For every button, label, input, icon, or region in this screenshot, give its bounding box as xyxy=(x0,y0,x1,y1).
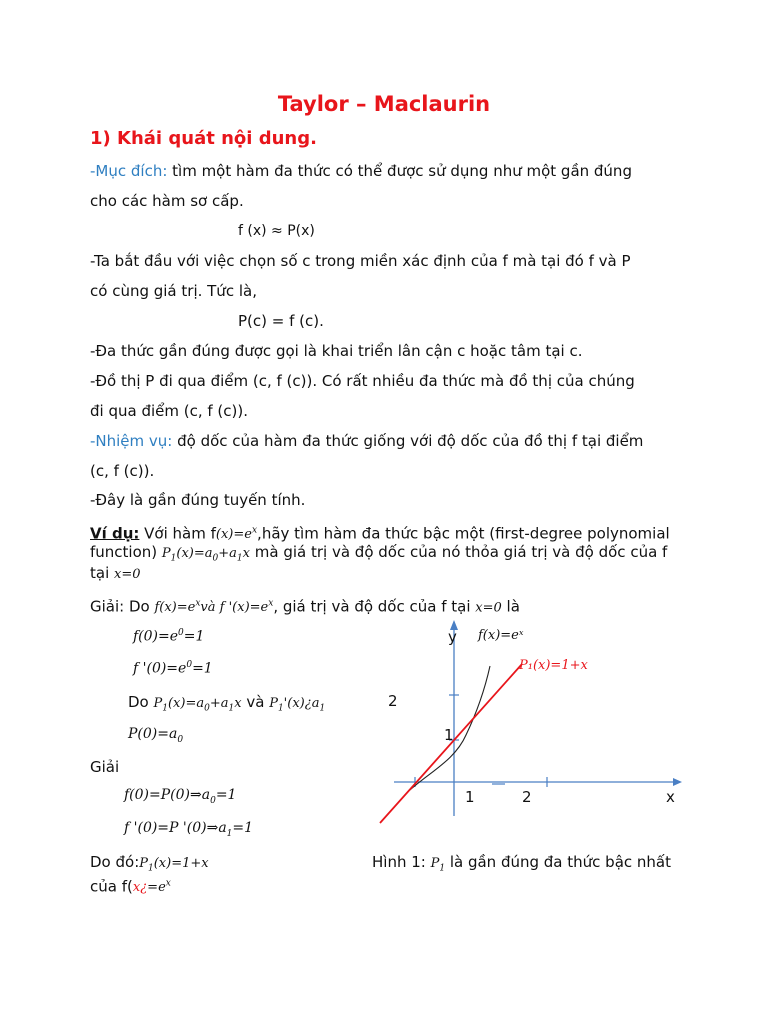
task-label: -Nhiệm vụ: xyxy=(90,432,173,450)
caption-text-2: là gần đúng đa thức bậc nhất xyxy=(445,853,671,871)
page-title: Taylor – Maclaurin xyxy=(277,92,491,116)
tick-label-y1: 1 xyxy=(444,726,454,744)
math-p1prime: $P_1'(x)¿a_1$ xyxy=(269,696,326,714)
va-word: và xyxy=(241,693,270,711)
example-label: Ví dụ: xyxy=(90,524,140,543)
example-text-4: mà giá trị và độ dốc của nó thỏa giá trị và độ dốc của f xyxy=(249,543,668,561)
math-a0: $f(0)=P(0)\Rightarrow a_0=1$ xyxy=(124,787,237,806)
x-axis-arrow-icon xyxy=(673,778,682,786)
do-word: Do xyxy=(128,693,154,711)
math-x0: x=0 xyxy=(475,600,502,616)
solution-text-2: , giá trị và độ dốc của f tại xyxy=(273,597,476,616)
tick-label-x1: 1 xyxy=(465,788,475,806)
solution-text: Giải: Do xyxy=(90,597,155,616)
tick-label-x2: 2 xyxy=(522,788,532,806)
equation-approx: f (x) ≈ P(x) xyxy=(238,223,315,239)
line-label: P₁(x)=1+x xyxy=(519,658,588,673)
paragraph-start-cont: có cùng giá trị. Tức là, xyxy=(90,282,257,300)
paragraph-expansion: -Đa thức gần đúng được gọi là khai triển lân cận c hoặc tâm tại c. xyxy=(90,342,583,360)
math-p1-result: $P_1(x)=1+x$ xyxy=(139,856,209,874)
math-f-fprime: $f(x)=e^xvà$ f '$(x)=e^x$ xyxy=(154,599,274,616)
example-text-2: ,hãy tìm hàm đa thức bậc một (first-degree polynomial xyxy=(257,524,670,543)
paragraph-linear: -Đây là gần đúng tuyến tính. xyxy=(90,491,306,509)
curve-label: f(x)=eˣ xyxy=(478,628,524,643)
math-x-zero: x=0 xyxy=(114,567,141,582)
paragraph-graph: -Đồ thị P đi qua điểm (c, f (c)). Có rất nhiều đa thức mà đồ thị của chúng xyxy=(90,372,635,390)
purpose-text: tìm một hàm đa thức có thể được sử dụng như một gần đúng xyxy=(167,162,632,180)
paragraph-start: -Ta bắt đầu với việc chọn số c trong miền xác định của f mà tại đó f và P xyxy=(90,252,631,270)
tick-label-y2: 2 xyxy=(388,692,398,710)
math-caption-p1: $P_1$ xyxy=(430,856,446,874)
solution-text-3: là xyxy=(501,597,520,616)
math-fx-ex: $(x)=e^x$ xyxy=(215,526,258,543)
math-p1-a0a1: $P_1(x)=a_0+a_1x$ xyxy=(153,696,242,714)
equation-equal: P(c) = f (c). xyxy=(238,312,324,330)
giai-label: Giải xyxy=(90,758,120,776)
purpose-continuation: cho các hàm sơ cấp. xyxy=(90,192,244,210)
math-a1: f '(0)=P '$(0)\Rightarrow a_1=1$ xyxy=(124,820,254,839)
example-text-5: tại xyxy=(90,564,115,582)
section-heading: 1) Khái quát nội dung. xyxy=(90,128,317,149)
paragraph-graph-cont: đi qua điểm (c, f (c)). xyxy=(90,402,248,420)
task-continuation: (c, f (c)). xyxy=(90,462,155,480)
example-text: Với hàm f xyxy=(139,524,216,543)
cua-f-word: của f( xyxy=(90,877,133,896)
example-text-3: function) xyxy=(90,543,162,561)
math-f0: $f(0)=e^0=1$ xyxy=(133,628,205,645)
math-p0: $P(0)=a_0$ xyxy=(128,726,184,745)
math-x-ex: $x¿=e^x$ xyxy=(132,879,171,896)
purpose-label: -Mục đích: xyxy=(90,162,168,180)
do-do-word: Do đó: xyxy=(90,853,140,871)
y-axis-label: y xyxy=(448,628,457,646)
math-p1-def: $P_1(x)=a_0+a_1x$ xyxy=(161,546,250,564)
task-text: độ dốc của hàm đa thức giống với độ dốc của đồ thị f tại điểm xyxy=(172,432,644,450)
caption-text: Hình 1: xyxy=(372,853,431,871)
math-fprime0: f '$(0)=e^0=1$ xyxy=(133,660,213,677)
x-axis-label: x xyxy=(666,788,675,806)
